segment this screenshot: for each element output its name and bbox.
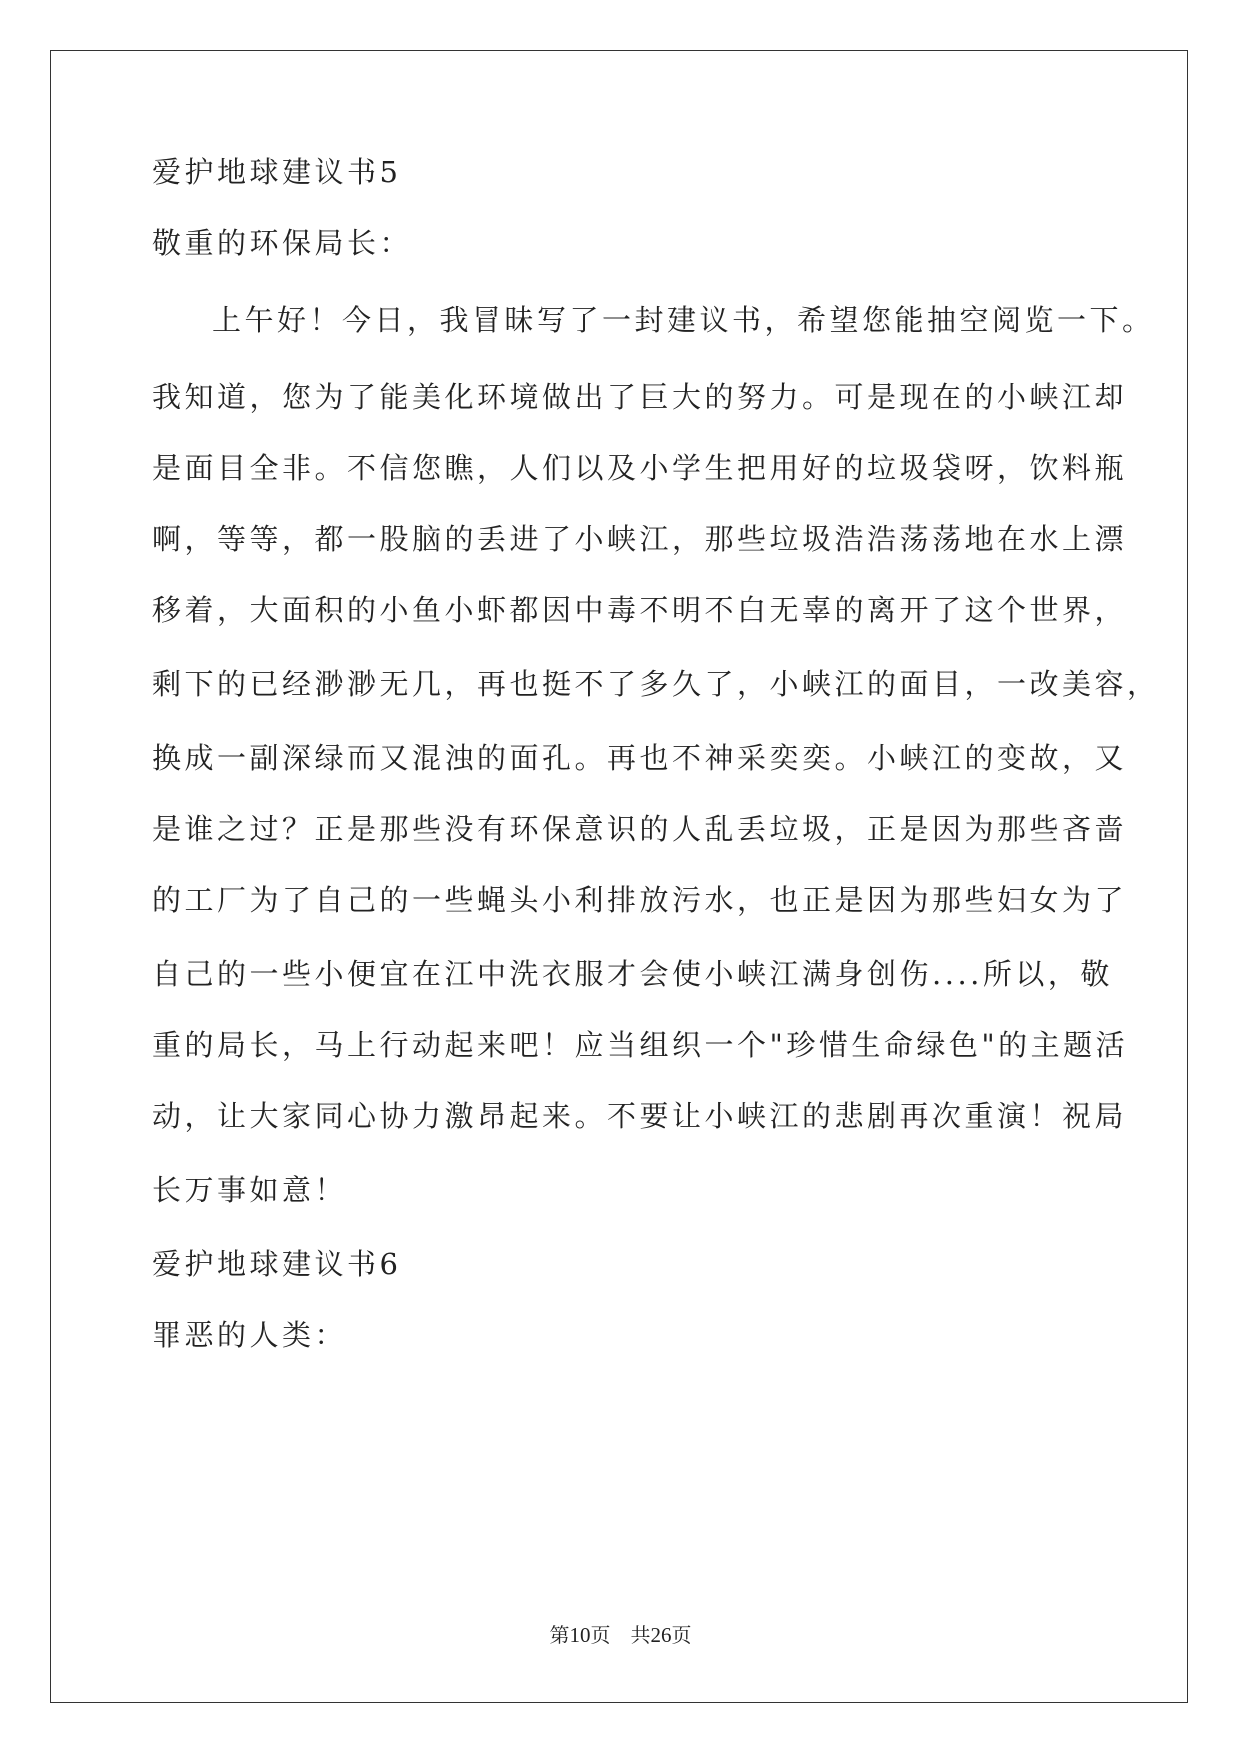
body-line-9: 的工厂为了自己的一些蝇头小利排放污水，也正是因为那些妇女为了 [152,883,1128,917]
body-line-4: 啊，等等，都一股脑的丢进了小峡江，那些垃圾浩浩荡荡地在水上漂 [152,522,1128,556]
body-line-7: 换成一副深绿而又混浊的面孔。再也不神采奕奕。小峡江的变故，又 [152,741,1128,775]
body-line-8: 是谁之过？正是那些没有环保意识的人乱丢垃圾，正是因为那些吝啬 [152,812,1128,846]
body-line-10: 自己的一些小便宜在江中洗衣服才会使小峡江满身创伤....所以，敬 [152,957,1113,991]
body-line-12: 动，让大家同心协力激昂起来。不要让小峡江的悲剧再次重演！祝局 [152,1099,1128,1133]
salutation: 敬重的环保局长： [152,226,413,260]
page-frame [50,50,1188,1703]
section-title-6: 爱护地球建议书6 [152,1247,402,1281]
body-line-1: 上午好！今日，我冒昧写了一封建议书，希望您能抽空阅览一下。 [212,303,1155,337]
section-title-5: 爱护地球建议书5 [152,155,402,189]
salutation-6: 罪恶的人类： [152,1318,348,1352]
footer-middle: 页 共 [590,1623,651,1647]
footer-prefix: 第 [549,1623,570,1647]
footer-page-number: 10 [569,1623,591,1647]
body-line-2: 我知道，您为了能美化环境做出了巨大的努力。可是现在的小峡江却 [152,380,1128,414]
body-line-6: 剩下的已经渺渺无几，再也挺不了多久了，小峡江的面目，一改美容， [152,667,1160,701]
body-line-11: 重的局长，马上行动起来吧！应当组织一个"珍惜生命绿色"的主题活 [152,1028,1129,1062]
body-line-13: 长万事如意！ [152,1173,348,1207]
footer-total-pages: 26 [650,1623,672,1647]
page-footer [0,1622,1241,1648]
footer-suffix: 页 [671,1623,692,1647]
body-line-5: 移着，大面积的小鱼小虾都因中毒不明不白无辜的离开了这个世界， [152,593,1128,627]
body-line-3: 是面目全非。不信您瞧，人们以及小学生把用好的垃圾袋呀，饮料瓶 [152,451,1128,485]
